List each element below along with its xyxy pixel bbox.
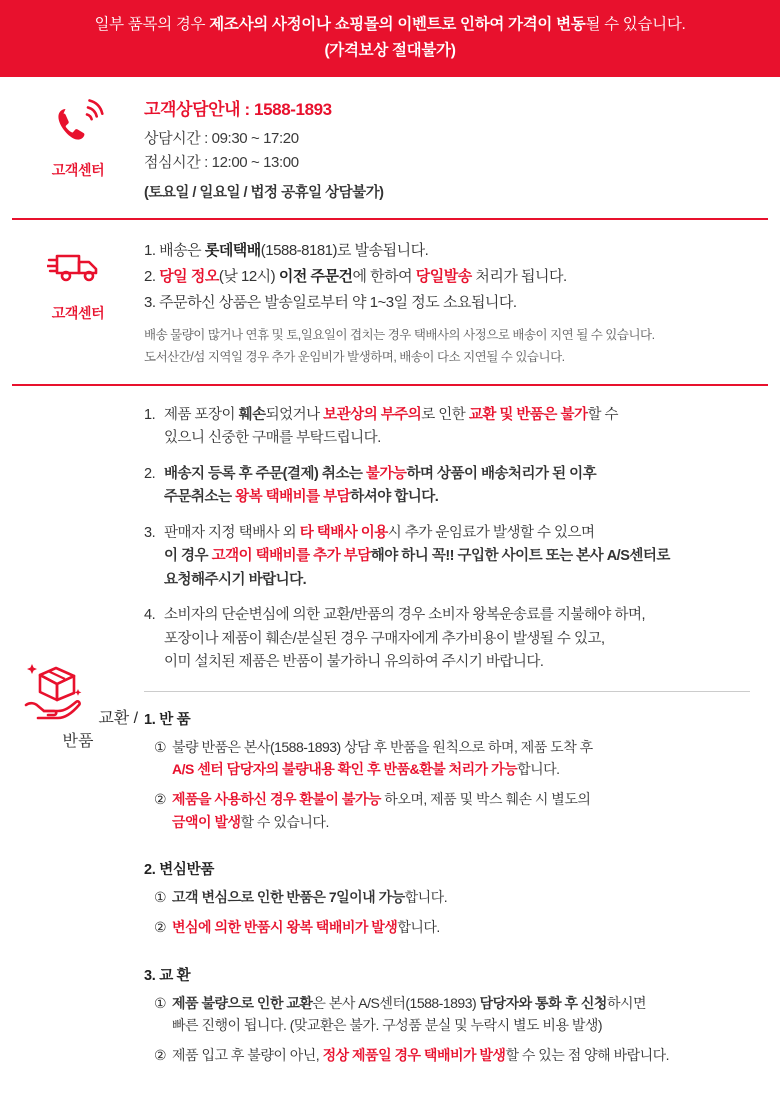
banner-line-1 xyxy=(10,13,770,36)
delivery-note-1: 배송 물량이 많거나 연휴 및 토,일요일이 겹치는 경우 택배사의 사정으로 배송이 지연 될 수 있습니다. xyxy=(144,328,655,343)
exchange-group-item xyxy=(144,916,750,939)
text-run: 제품 불량으로 인한 교환 xyxy=(172,994,313,1011)
item-marker: ① xyxy=(154,889,167,906)
exchange-divider xyxy=(144,691,750,692)
text-run: 하시면 xyxy=(606,994,647,1011)
delivery-line-3: 3. 주문하신 상품은 발송일로부터 약 1~3일 정도 소요됩니다. xyxy=(144,293,517,311)
delivery-note-2: 도서산간/섬 지역일 경우 추가 운임비가 발생하며, 배송이 다소 지연될 수 있습니다. xyxy=(144,349,565,364)
text-run: 배송지 등록 후 xyxy=(164,465,256,482)
group-spacer xyxy=(144,840,750,858)
exchange-group-item xyxy=(144,992,750,1037)
text-run: 할 수 있는 점 양해 바랍니다. xyxy=(505,1047,670,1064)
exchange-icon-block xyxy=(12,404,144,751)
item-marker: ② xyxy=(154,919,167,936)
exchange-group-item xyxy=(144,886,750,909)
customer-center-body xyxy=(144,95,768,203)
text-run: 불가능 xyxy=(365,465,407,482)
delivery-line-1-post: (1588-8181)로 발송됩니다. xyxy=(260,242,429,259)
text-run: 판매자 지정 택배사 외 xyxy=(164,524,300,541)
delivery-line-1-pre: 1. 배송은 xyxy=(144,242,205,259)
text-run: 해야 하니 꼭!! 구입한 사이트 또는 본사 A/S센터로 xyxy=(370,548,670,565)
text-run: 포장이나 제품이 훼손/분실된 경우 구매자에게 추가비용이 발생될 수 있고, xyxy=(164,630,605,647)
item-text xyxy=(172,736,750,781)
exchange-group-item xyxy=(144,736,750,781)
item-number: 1. xyxy=(144,406,156,423)
delivery-body xyxy=(144,238,768,368)
text-run: 있으니 신중한 구매를 부탁드립니다. xyxy=(164,430,381,447)
text-run: 왕복 택배비를 부담 xyxy=(235,489,351,506)
text-run: 주문(결제) 취소는 xyxy=(255,465,366,482)
text-run: 소비자의 단순변심에 의한 교환/반품의 경우 소비자 왕복운송료를 지불해야 하며, xyxy=(164,607,646,624)
exchange-group-heading: 2. 변심반품 xyxy=(144,862,215,879)
text-run: 변심에 의한 반품시 왕복 택배비가 발생 xyxy=(172,919,398,936)
text-run: 정상 제품일 경우 택배비가 발생 xyxy=(322,1047,506,1064)
text-run: 담당자와 통화 후 신청 xyxy=(479,994,607,1011)
banner-line-1-emphasis: 제조사의 사정이나 쇼핑몰의 이벤트로 인하여 가격이 변동 xyxy=(209,16,586,33)
text-run: 빠른 진행이 됩니다. (맞교환은 불가. 구성품 분실 및 누락시 별도 비용 발생) xyxy=(172,1017,603,1034)
text-run: A/S 센터 담당자의 불량내용 확인 후 반품&환불 처리가 가능 xyxy=(172,761,518,778)
customer-center-hours: 상담시간 : 09:30 ~ 17:20 xyxy=(144,129,299,147)
text-run: 하셔야 합니다. xyxy=(350,489,439,506)
item-text xyxy=(172,916,750,939)
text-run: 교환 및 반품은 불가 xyxy=(468,406,588,423)
text-run: 고객 변심으로 인한 반품은 7일이내 가능 xyxy=(172,889,405,906)
text-run: 훼손 xyxy=(238,406,266,423)
text-run: 보관상의 부주의 xyxy=(323,406,422,423)
exchange-policy-item xyxy=(144,522,750,592)
delivery-line-1-bold: 롯데택배 xyxy=(204,242,261,259)
text-run: 할 수 있습니다. xyxy=(240,813,329,830)
delivery-caption: 고객센터 xyxy=(51,305,105,321)
text-run: 시 추가 운임료가 발생할 수 있으며 xyxy=(387,524,595,541)
customer-center-caption: 고객센터 xyxy=(51,161,105,178)
text-run: 로 인한 xyxy=(421,406,469,423)
delivery-line-1 xyxy=(144,238,762,264)
exchange-numbered-list xyxy=(144,404,750,675)
delivery-icon-block xyxy=(12,238,144,323)
text-run: 되었거나 xyxy=(265,406,324,423)
banner-line-2: (가격보상 절대불가) xyxy=(324,42,456,60)
item-marker: ② xyxy=(154,791,167,808)
exchange-body xyxy=(144,404,768,1074)
item-text xyxy=(164,463,750,510)
text-run: 하오며, 제품 및 박스 훼손 시 별도의 xyxy=(380,791,591,808)
customer-center-section xyxy=(0,77,780,219)
item-number: 4. xyxy=(144,607,156,624)
text-run: 고객이 택배비를 추가 부담 xyxy=(211,548,371,565)
truck-icon xyxy=(12,242,144,295)
text-run: 이 경우 xyxy=(164,548,212,565)
text-run: 요청해주시기 바랍니다. xyxy=(164,571,307,588)
customer-center-note: (토요일 / 일요일 / 법정 공휴일 상담불가) xyxy=(144,185,384,201)
item-text xyxy=(164,404,750,451)
exchange-caption: 교환 / 반품 xyxy=(62,709,139,750)
delivery-line-2-post: 처리가 됩니다. xyxy=(471,267,567,285)
exchange-policy-item xyxy=(144,404,750,451)
item-text xyxy=(172,788,750,833)
text-run: 타 택배사 이용 xyxy=(299,524,388,541)
customer-center-lunch: 점심시간 : 12:00 ~ 13:00 xyxy=(144,154,299,172)
item-number: 3. xyxy=(144,524,156,541)
phone-icon xyxy=(12,99,144,152)
exchange-group-heading: 3. 교 환 xyxy=(144,967,191,984)
exchange-policy-item xyxy=(144,604,750,674)
exchange-group-item xyxy=(144,1044,750,1067)
delivery-line-2-bold-1: 이전 주문건 xyxy=(278,267,353,285)
exchange-return-section xyxy=(0,386,780,1094)
exchange-policy-item xyxy=(144,463,750,510)
package-hand-icon xyxy=(18,710,98,727)
exchange-group-list xyxy=(144,708,750,1067)
delivery-section xyxy=(0,220,780,384)
item-text xyxy=(172,886,750,909)
group-spacer xyxy=(144,946,750,964)
text-run: 할 수 xyxy=(587,406,619,423)
item-text xyxy=(164,522,750,592)
delivery-line-2-red-1: 당일 정오 xyxy=(159,267,219,285)
text-run: 합니다. xyxy=(397,919,440,936)
text-run: 하며 상품이 배송처리가 된 이후 xyxy=(406,465,597,482)
customer-center-icon-block xyxy=(12,95,144,180)
delivery-line-2-pre: 2. xyxy=(144,267,160,285)
item-text xyxy=(172,1044,750,1067)
item-number: 2. xyxy=(144,465,156,482)
text-run: 합니다. xyxy=(404,889,448,906)
text-run: 주문취소는 xyxy=(164,489,236,506)
customer-center-title: 고객상담안내 : 1588-1893 xyxy=(144,99,332,119)
exchange-group-heading: 1. 반 품 xyxy=(144,711,191,728)
delivery-line-2-red-2: 당일발송 xyxy=(415,267,472,285)
item-marker: ① xyxy=(154,994,167,1011)
item-marker: ① xyxy=(154,738,167,755)
text-run: 금액이 발생 xyxy=(172,813,241,830)
item-text xyxy=(164,604,750,674)
text-run: 불량 반품은 본사(1588-1893) 상담 후 반품을 원칙으로 하며, 제품 도착 후 xyxy=(172,738,593,755)
text-run: 제품을 사용하신 경우 환불이 불가능 xyxy=(172,791,381,808)
item-text xyxy=(172,992,750,1037)
text-run: 합니다. xyxy=(517,761,560,778)
delivery-line-2-mid-2: 에 한하여 xyxy=(352,267,416,285)
text-run: 은 본사 A/S센터(1588-1893) xyxy=(312,994,480,1011)
price-change-banner xyxy=(0,0,780,77)
exchange-group-item xyxy=(144,788,750,833)
banner-line-1-suffix: 될 수 있습니다. xyxy=(585,16,686,33)
banner-line-1-prefix: 일부 품목의 경우 xyxy=(94,16,210,33)
item-marker: ② xyxy=(154,1047,167,1064)
text-run: 제품 입고 후 불량이 아닌, xyxy=(172,1047,323,1064)
text-run: 제품 포장이 xyxy=(164,406,239,423)
delivery-line-2-mid-1: (낮 12시) xyxy=(218,267,279,285)
text-run: 이미 설치된 제품은 반품이 불가하니 유의하여 주시기 바랍니다. xyxy=(164,654,544,671)
delivery-line-2 xyxy=(144,264,762,290)
